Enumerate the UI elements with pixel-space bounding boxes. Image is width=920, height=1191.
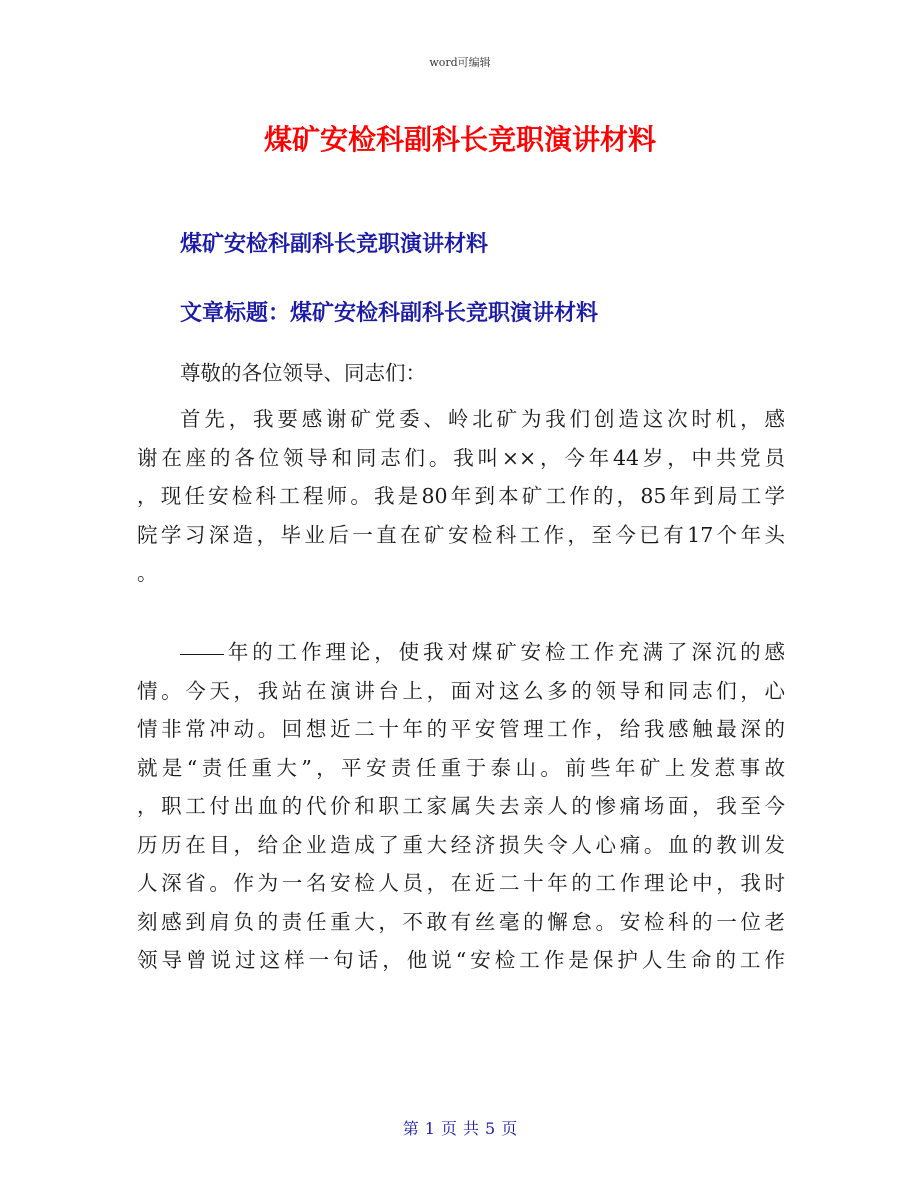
paragraph-line: 就是“责任重大”，平安责任重于泰山。前些年矿上发惹事故 <box>137 755 785 780</box>
footer-prefix: 第 <box>402 1119 419 1138</box>
paragraph-line: 人深省。作为一名安检人员，在近二十年的工作理论中，我时 <box>137 871 785 895</box>
paragraph-line: 谢在座的各位领导和同志们。我叫××，今年44岁，中共党员 <box>137 445 785 470</box>
fill-in-blank <box>180 653 224 655</box>
paragraph-line: 情非常冲动。回想近二十年的平安管理工作，给我感触最深的 <box>137 717 785 741</box>
paragraph-line-first <box>137 633 785 672</box>
paragraph-line: ，职工付出血的代价和职工家属失去亲人的惨痛场面，我至今 <box>137 794 785 818</box>
paragraph-line: 院学习深造，毕业后一直在矿安检科工作，至今已有17个年头 <box>137 522 785 547</box>
paragraph-line: 领导曾说过这样一句话，他说“安检工作是保护人生命的工作 <box>137 948 785 972</box>
subheading-title: 煤矿安检科副科长竞职演讲材料 <box>180 232 489 257</box>
paragraph-1 <box>137 400 785 593</box>
footer-total-pages: 5 <box>485 1119 496 1138</box>
paragraph-line: 刻感到肩负的责任重大，不敢有丝毫的懈怠。安检科的一位老 <box>137 909 785 934</box>
greeting: 尊敬的各位领导、同志们： <box>180 361 426 385</box>
paragraph-line: 情。今天，我站在演讲台上，面对这么多的领导和同志们，心 <box>137 678 785 703</box>
footer-total-word: 共 <box>463 1119 480 1138</box>
paragraph-line: 历历在目，给企业造成了重大经济损失令人心痛。血的教训发 <box>137 832 785 857</box>
paragraph-line: 首先，我要感谢矿党委、岭北矿为我们创造这次时机，感 <box>180 407 785 431</box>
footer-page-number: 1 <box>424 1119 435 1138</box>
footer-page-word: 页 <box>440 1119 457 1138</box>
header-note: word可编辑 <box>429 56 491 69</box>
paragraph-line: ，现任安检科工程师。我是80年到本矿工作的，85年到局工学 <box>137 484 785 508</box>
paragraph-line-text: 年的工作理论，使我对煤矿安检工作充满了深沉的感 <box>224 640 785 664</box>
document-title: 煤矿安检科副科长竞职演讲材料 <box>263 123 656 156</box>
subheading-article-title: 文章标题：煤矿安检科副科长竞职演讲材料 <box>180 301 599 326</box>
paragraph-2 <box>137 633 785 980</box>
footer-suffix: 页 <box>501 1119 518 1138</box>
page-footer <box>0 1116 920 1139</box>
paragraph-line: 。 <box>137 561 158 585</box>
